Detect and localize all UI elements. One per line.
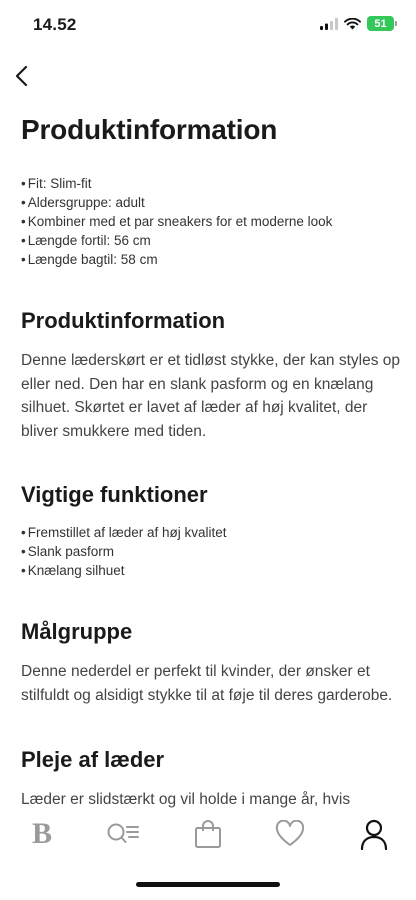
feature-item: • Slank pasform (21, 542, 401, 561)
section-heading: Målgruppe (21, 619, 133, 645)
section-heading: Produktinformation (21, 308, 226, 333)
section-body: Læder er slidstærkt og vil holde i mange år, hvis (21, 790, 351, 808)
spec-item: • Aldersgruppe: adult (21, 193, 401, 212)
battery-icon (367, 16, 394, 31)
profile-icon (360, 818, 388, 850)
tab-search[interactable] (103, 814, 143, 854)
chevron-left-icon (10, 62, 36, 90)
feature-item: • Fremstillet af læder af høj kvalitet (21, 523, 401, 542)
spec-item: • Kombiner med et par sneakers for et moderne look (21, 212, 401, 231)
spec-item: • Længde bagtil: 58 cm (21, 250, 401, 269)
section-body: Denne læderskørt er et tidløst stykke, der kan styles op eller ned. Den har en slank pasform og en knælang silhuet. Skørtet er lavet af læder af høj kvalitet, der bliver smukkere med tiden. (21, 352, 401, 440)
status-icons (320, 16, 394, 31)
section-heading: Vigtige funktioner (21, 482, 208, 508)
status-time: 14.52 (33, 15, 77, 34)
section-body: Denne nederdel er perfekt til kvinder, der ønsker et stilfuldt og alsidigt stykke til at føje til deres garderobe. (21, 663, 393, 704)
feature-item: • Knælang silhuet (21, 561, 401, 580)
feature-list (21, 523, 401, 580)
cellular-signal-icon (320, 18, 338, 30)
heart-icon (275, 820, 305, 848)
battery-level: 51 (374, 17, 387, 30)
status-bar (0, 0, 416, 50)
page-title: Produktinformation (21, 114, 278, 145)
tab-profile[interactable] (354, 814, 394, 854)
section-product-info (21, 307, 401, 443)
wifi-icon (344, 18, 361, 30)
spec-list (21, 174, 401, 269)
tab-favorites[interactable] (270, 814, 310, 854)
tab-bag[interactable] (188, 814, 228, 854)
home-indicator (136, 882, 280, 887)
tab-home[interactable] (22, 814, 62, 854)
section-leather-care (21, 746, 401, 810)
section-key-features (21, 481, 401, 580)
product-info-content[interactable] (21, 104, 401, 810)
bag-icon (194, 819, 222, 849)
back-button[interactable] (10, 62, 36, 90)
section-heading: Pleje af læder (21, 746, 165, 772)
section-target-group (21, 618, 401, 707)
home-logo: B (31, 817, 52, 850)
search-list-icon (106, 821, 140, 847)
spec-item: • Fit: Slim-fit (21, 174, 401, 193)
spec-item: • Længde fortil: 56 cm (21, 231, 401, 250)
